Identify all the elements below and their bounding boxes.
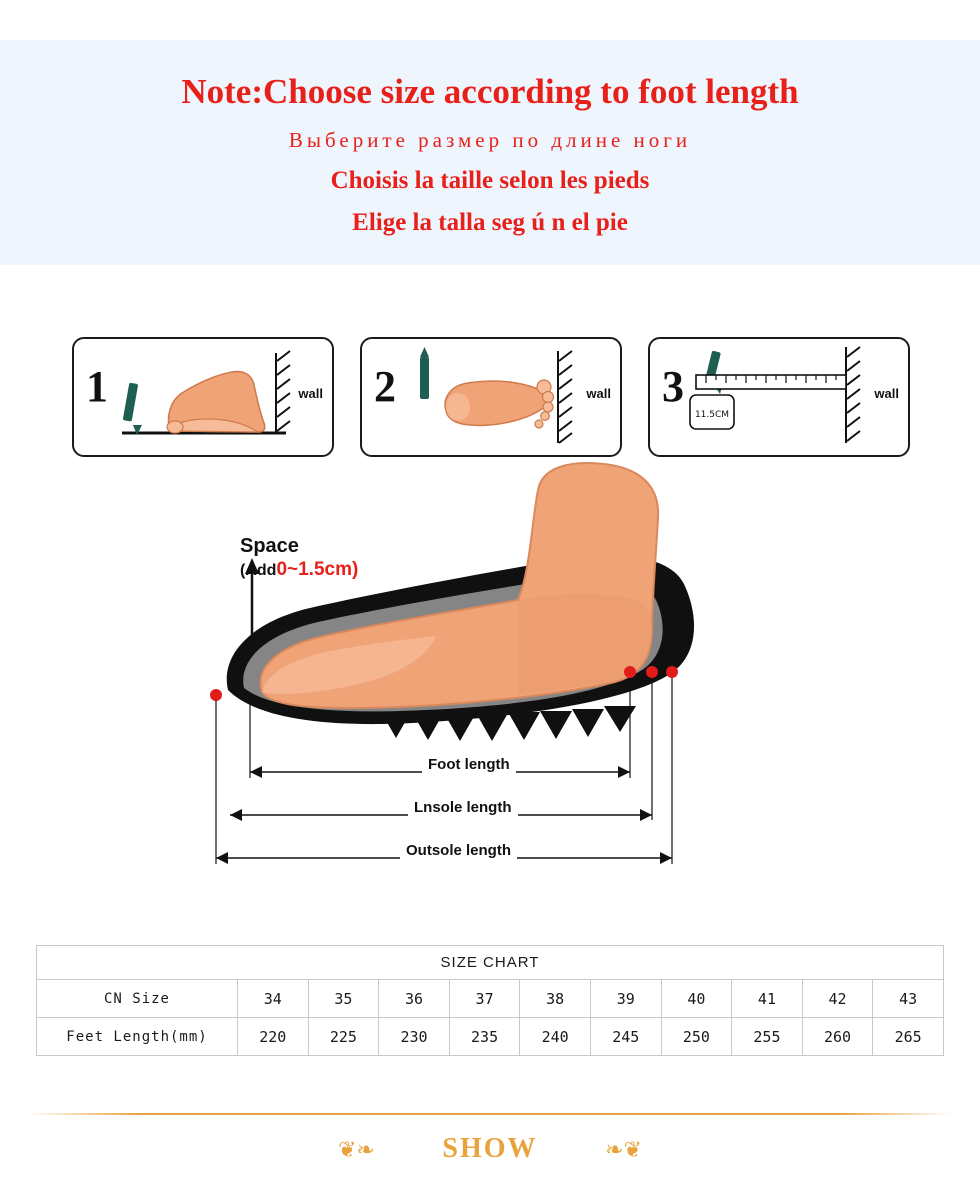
measure-dot-heel-3 [666, 666, 678, 678]
cell-cn-size-8: 42 [802, 980, 873, 1018]
step-card-3 [648, 337, 910, 457]
flourish-left-icon: ❦❧ [338, 1137, 375, 1162]
outsole-length-label: Outsole length [400, 842, 517, 859]
cell-feet-length-3: 235 [449, 1018, 520, 1056]
foot-length-label: Foot length [422, 756, 516, 773]
table-row [37, 980, 944, 1018]
cell-feet-length-2: 230 [379, 1018, 450, 1056]
space-add: (Add [240, 562, 277, 579]
insole-length-label: Lnsole length [408, 799, 518, 816]
row-header-feet-length: Feet Length(mm) [37, 1018, 238, 1056]
cell-feet-length-6: 250 [661, 1018, 732, 1056]
measure-dot-toe [210, 689, 222, 701]
step-number: 2 [374, 362, 396, 411]
foot-and-sole-diagram [200, 460, 760, 880]
table-row [37, 1018, 944, 1056]
show-label: SHOW [442, 1133, 538, 1164]
cell-feet-length-8: 260 [802, 1018, 873, 1056]
row-header-cn-size: CN Size [37, 980, 238, 1018]
note-heading-es: Elige la talla seg ú n el pie [352, 209, 628, 236]
measure-dot-heel-1 [624, 666, 636, 678]
size-chart-table [36, 945, 944, 1056]
size-chart-title-row [37, 946, 944, 980]
cell-feet-length-0: 220 [238, 1018, 309, 1056]
wall-label: wall [586, 386, 611, 401]
space-label [240, 535, 358, 581]
step3-ruler-icon [650, 339, 908, 455]
step-number: 1 [86, 362, 108, 411]
wall-label: wall [298, 386, 323, 401]
cell-cn-size-0: 34 [238, 980, 309, 1018]
ruler-value: 11.5CM [694, 410, 730, 420]
cell-feet-length-5: 245 [590, 1018, 661, 1056]
size-chart-title: SIZE CHART [37, 946, 944, 980]
note-heading-ru: Выберите размер по длине ноги [288, 128, 692, 152]
show-footer [0, 1105, 980, 1203]
cell-cn-size-6: 40 [661, 980, 732, 1018]
space-word: Space [240, 535, 299, 557]
measurement-steps [72, 337, 910, 459]
note-banner [0, 40, 980, 265]
divider [28, 1113, 952, 1115]
cell-cn-size-4: 38 [520, 980, 591, 1018]
cell-feet-length-1: 225 [308, 1018, 379, 1056]
cell-cn-size-1: 35 [308, 980, 379, 1018]
note-heading-fr: Choisis la taille selon les pieds [330, 167, 650, 194]
cell-cn-size-3: 37 [449, 980, 520, 1018]
step-card-2 [360, 337, 622, 457]
note-heading-en: Note:Choose size according to foot length [181, 72, 799, 111]
measure-dot-heel-2 [646, 666, 658, 678]
cell-feet-length-7: 255 [732, 1018, 803, 1056]
wall-label: wall [874, 386, 899, 401]
step-number: 3 [662, 362, 684, 411]
cell-cn-size-2: 36 [379, 980, 450, 1018]
step1-side-foot-icon [74, 339, 332, 455]
space-range: 0~1.5cm) [276, 559, 359, 580]
cell-cn-size-9: 43 [873, 980, 944, 1018]
cell-cn-size-7: 41 [732, 980, 803, 1018]
cell-cn-size-5: 39 [590, 980, 661, 1018]
cell-feet-length-9: 265 [873, 1018, 944, 1056]
cell-feet-length-4: 240 [520, 1018, 591, 1056]
step2-sole-foot-icon [362, 339, 620, 455]
foot-measure-illustration [200, 460, 760, 880]
flourish-right-icon: ❧❦ [605, 1137, 642, 1162]
step-card-1 [72, 337, 334, 457]
